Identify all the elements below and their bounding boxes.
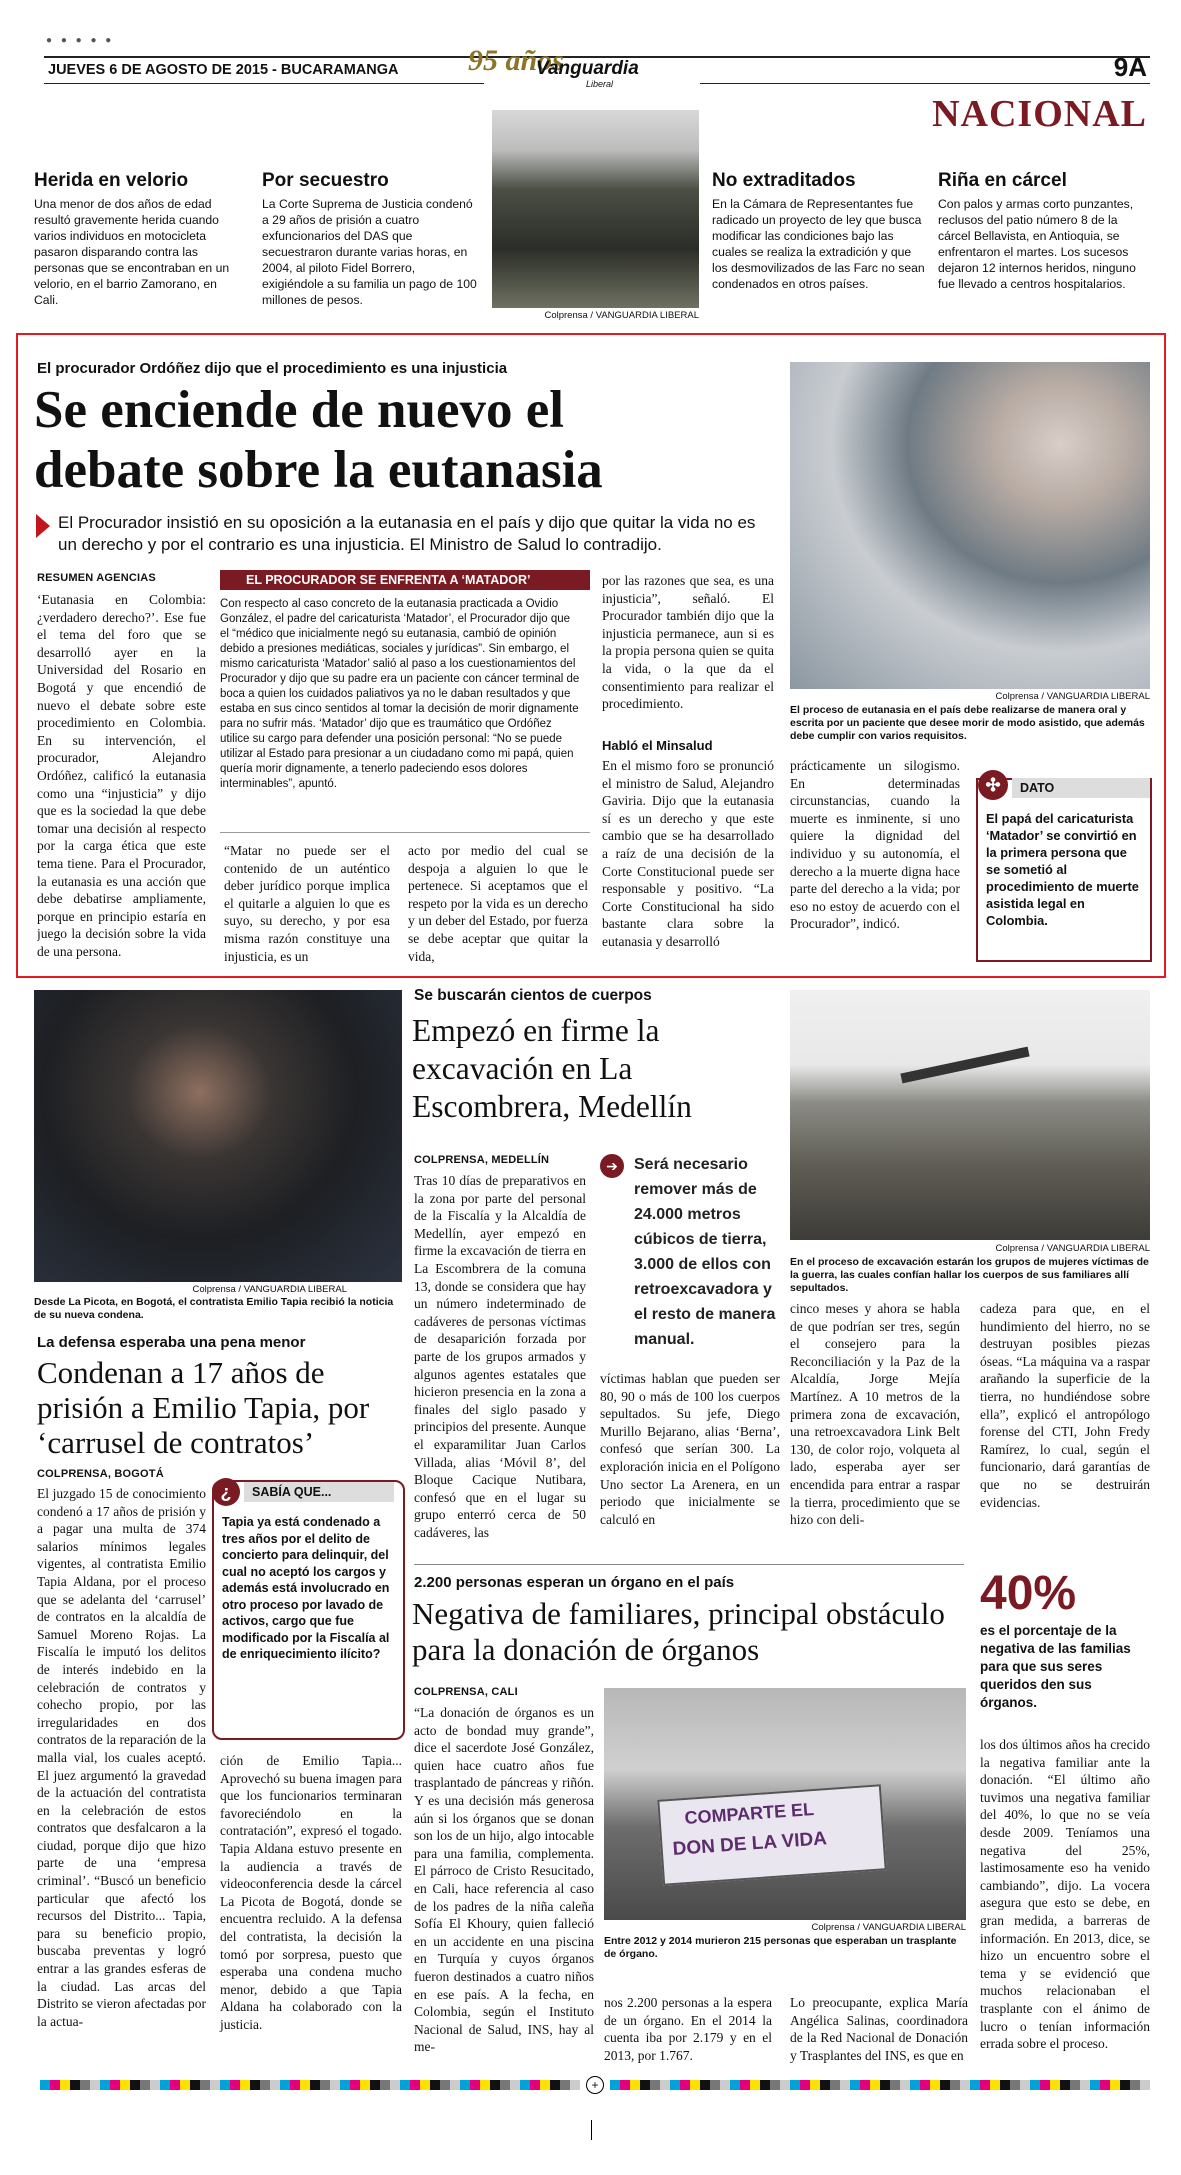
brief-text: En la Cámara de Representantes fue radicado un proyecto de ley que busca modificar las condiciones bajo las cuales se realiza la extradición y que los desmovilizados de las Farc no sean condenados en otros países. (712, 197, 925, 291)
brief-title: Herida en velorio (34, 170, 189, 191)
organos-headline: Negativa de familiares, principal obstáculo para la donación de órganos (412, 1596, 945, 1667)
page-number: 9A (1113, 52, 1147, 82)
sabia-label: SABÍA QUE... (244, 1482, 394, 1502)
escombrera-headline: Empezó en firme la excavación en La Escombrera, Medellín (412, 1013, 692, 1124)
tapia-photo-credit: Colprensa / VANGUARDIA LIBERAL (192, 1284, 347, 1295)
euthanasia-photo-caption: El proceso de eutanasia en el país debe realizarse de manera oral y escrita por un paciente que desee morir de modo asistido, que además debe cumplir con varios requisitos. (790, 704, 1145, 742)
tapia-kicker: La defensa esperaba una pena menor (37, 1334, 306, 1351)
dato-label: DATO (1012, 778, 1150, 798)
escombrera-col2b: víctimas hablan que pueden ser 80, 90 o más de 100 los cuerpos sepultados. Su jefe, Diego Murillo Bejarano, alias ‘Berna’, confesó que serían 300. La exploración inicia en el Polígono Uno sector La Arenera, en un periodo que inicialmente se calculó en (600, 1371, 780, 1527)
header-rule (44, 83, 484, 84)
euthanasia-col3b: acto por medio del cual se despoja a alguien lo que le pertenece. Si aceptamos que el respeto por la vida es un derecho y un deber del Estado, por fuerza se debe aceptar que quitar la vida, (408, 843, 588, 964)
euthanasia-headline-1: Se enciende de nuevo el (34, 381, 564, 439)
euthanasia-headline-2: debate sobre la eutanasia (34, 441, 603, 499)
brief-title: Riña en cárcel (938, 170, 1067, 191)
stat-text: es el porcentaje de la negativa de las familias para que sus seres queridos den sus órganos. (980, 1623, 1131, 1710)
tapia-headline: Condenan a 17 años de prisión a Emilio Tapia, por ‘carrusel de contratos’ (37, 1355, 370, 1460)
escombrera-col3: cinco meses y ahora se habla de que podrían ser tres, según el consejero para la Reconciliación y la Paz de la Alcaldía, Jorge Mejía Martínez. A 10 metros de la primera zona de excavación, una retroexcavadora Link Belt 130, de color rojo, volqueta al lado, esperaba ayer ser encendida para entrar a raspar la tierra, procedimiento que se hizo con deli- (790, 1301, 960, 1528)
euthanasia-byline: RESUMEN AGENCIAS (37, 572, 156, 584)
brief-text: Con palos y armas corto punzantes, reclusos del patio número 8 de la cárcel Bellavista, en Antioquia, se enfrentaron el martes. Los sucesos dejaron 12 internos heridos, ninguno fue llevado a centros hospitalarios. (938, 197, 1136, 291)
organos-col1: “La donación de órganos es un acto de bondad muy grande”, dice el sacerdote José González, quien hace cuatro años fue trasplantado de páncreas y riñón. Y es una decisión más generosa aún si los órganos que se donan son los de un hijo, algo intocable para una familia, complementa. El párroco de Cristo Resucitado, en Cali, hace referencia al caso de los padres de la niña caleña Sofía El Khoury, quien falleció en un accidente en una piscina en Turquía y cuyos órganos fueron destinados a cuatro niños en ese país. A la fecha, en Colombia, según el Instituto Nacional de Salud, INS, hay al me- (414, 1705, 594, 2055)
organos-photo-credit: Colprensa / VANGUARDIA LIBERAL (811, 1922, 966, 1933)
escombrera-kicker: Se buscarán cientos de cuerpos (414, 987, 652, 1004)
escombrera-col1: Tras 10 días de preparativos en la zona por parte del personal de la Fiscalía y la Alcaldía de Medellín, ayer empezó en firme la excavación de tierra en La Escombrera de la comuna 13, donde se considera que hay un número indeterminado de cadáveres de personas víctimas de desaparición forzada por parte de los grupos armados y algunos agentes estatales que hicieron presencia en la zona a finales del siglo pasado y principios del presente. Aunque el exparamilitar Juan Carlos Villada, alias ‘Móvil 8’, del Bloque Cacique Nutibara, confesó que en el lugar su grupo enterró cerca de 50 cadáveres, las (414, 1173, 586, 1540)
euthanasia-col1: ‘Eutanasia en Colombia: ¿verdadero derecho?’. Ese fue el tema del foro que se desarrolló ayer en la Universidad del Rosario en Bogotá y que encendió de nuevo el debate sobre este procedimiento en Colombia. En su intervención, el procurador, Alejandro Ordóñez, calificó la eutanasia como una “injusticia” y dijo que es la sociedad la que debe tomar una decisión al respecto por la carga ética que este tema tiene. Para el Procurador, la eutanasia es una acción que debe debatirse ampliamente, porque en principio estaría en juego la decisión sobre la vida de una persona. (37, 592, 206, 959)
trim-mark (591, 2120, 592, 2140)
logo-years: 95 años (468, 44, 564, 77)
brief-title: Por secuestro (262, 170, 389, 191)
color-registration-bar (40, 2080, 580, 2090)
registration-mark-icon: + (586, 2076, 604, 2094)
tapia-photo-caption: Desde La Picota, en Bogotá, el contratista Emilio Tapia recibió la noticia de su nueva condena. (34, 1296, 394, 1321)
section-title: NACIONAL (932, 93, 1147, 135)
organos-col4: los dos últimos años ha crecido la negativa familiar ante la donación. “El último año tuvimos una negativa familiar del 40%, lo que no se veía desde 2009. Teníamos una negativa del 25%, lastimosamente eso ha venido cambiando”, dijo. La vocera asegura que esto se debe, en gran medida, a barreras de información. En 2013, dice, se hizo un encuentro sobre el tema y se evidenció que muchos relacionaban el trasplante con el ánimo de lucro o tenían información errada sobre el proceso. (980, 1737, 1150, 2052)
tapia-photo (34, 990, 402, 1282)
sabia-text: Tapia ya está condenado a tres años por el delito de concierto para delinquir, del cual no aceptó los cargos y además está involucrado en otro proceso por lavado de activos, cargo que fue modificado por la Fiscalía al de enriquecimiento ilícito? (222, 1515, 390, 1661)
escombrera-photo-caption: En el proceso de excavación estarán los grupos de mujeres víctimas de la guerra, las cuales confían hallar los cuerpos de sus familiares allí sepultados. (790, 1256, 1149, 1294)
color-registration-bar-right (610, 2080, 1150, 2090)
brief-photo (492, 110, 699, 308)
brief-title: No extraditados (712, 170, 856, 191)
euthanasia-kicker: El procurador Ordóñez dijo que el procedimiento es una injusticia (37, 360, 508, 377)
organos-col3b: Lo preocupante, explica María Angélica Salinas, coordinadora de la Red Nacional de Donación y Trasplantes del INS, es que en (790, 1995, 968, 2063)
brief-2 (262, 170, 480, 308)
stat-value: 40% (980, 1567, 1077, 1620)
organos-byline: COLPRENSA, CALI (414, 1686, 518, 1698)
escombrera-byline: COLPRENSA, MEDELLÍN (414, 1154, 550, 1166)
euthanasia-col2b: “Matar no puede ser el contenido de un auténtico deber jurídico porque implica el quitarle a alguien lo que es suyo, su derecho, y por esa misma razón constituye una injusticia, es un (224, 843, 390, 964)
header-rule-right (700, 83, 1150, 84)
tapia-col1: El juzgado 15 de conocimiento condenó a 17 años de prisión y a pagar una multa de 374 salarios mínimos legales vigentes, al contratista Emilio Tapia Aldana, por el proceso que se adelanta del ‘carrusel’ de contratos en la alcaldía de Samuel Moreno Rojas. La Fiscalía le imputó los delitos de interés indebido en la celebración de contratos y cohecho propio, por las irregularidades en dos contratos de la reparación de la malla vial, los cuales aceptó. El juez argumentó la gravedad de la actuación del contratista en la celebración de estos contratos que desfalcaron a la ciudad, porque dijo que hizo parte de una ‘empresa criminal’. “Buscó un beneficio particular que afectó los recursos del Distrito... Tapia, para su beneficio propio, buscaba preventas y logró entrar a las grandes esferas de la ciudad. Las arcas del Distrito se vieron afectadas por la actua- (37, 1486, 206, 2029)
escombrera-photo (790, 990, 1150, 1240)
tapia-byline: COLPRENSA, BOGOTÁ (37, 1468, 164, 1480)
logo (468, 44, 648, 92)
escombrera-col4: cadeza para que, en el hundimiento del hierro, no se destruyan posibles piezas óseas. “La máquina va a raspar arañando la superficie de la tierra, no hundiéndose sobre ella”, explicó el antropólogo forense del CTI, John Fredy Ramírez, lo cual, según el funcionario, dará garantías de que no se destruirán evidencias. (980, 1301, 1150, 1510)
dato-icon: ✣ (978, 770, 1008, 800)
logo-name: Vanguardia (536, 58, 639, 79)
euthanasia-col4: por las razones que sea, es una injusticia”, señaló. El Procurador también dijo que la injusticia permanece, aun si es la propia persona quien se quita la vida, o la que da el consentimiento para realizar el procedimiento. (602, 573, 774, 712)
matador-box-title: EL PROCURADOR SE ENFRENTA A ‘MATADOR’ (220, 570, 590, 590)
dato-text: El papá del caricaturista ‘Matador’ se convirtió en la primera persona que se sometió al procedimiento de muerte asistida legal en Colombia. (986, 811, 1139, 928)
donation-banner (657, 1784, 886, 1885)
highlight-arrow-icon: ➔ (600, 1154, 624, 1178)
matador-box-text: Con respecto al caso concreto de la eutanasia practicada a Ovidio González, el padre del caricaturista ‘Matador’, el Procurador dijo que el “médico que inicialmente negó su eutanasia, cambió de opinión debido a presiones mediáticas, sociales y jurídicas”. Sin embargo, el mismo caricaturista ‘Matador’ salió al paso a los cuestionamientos del Procurador y dijo que su padre era un paciente con cáncer terminal de boca a quien los cuidados paliativos ya no le daban resultados y que estaba en sus cinco sentidos al tomar la decisión de morir dignamente para no sufrir más. ‘Matador’ dijo que es traumático que Ordóñez utilice su cargo para defender una posición personal: “No se puede utilizar al Estado para presionar a un ciudadano como mi papá, quien quería morir dignamente, a tenerlo padeciendo esos dolores interminables”, apuntó. (220, 598, 580, 790)
registration-dots: ● ● ● ● ● (46, 35, 115, 46)
brief-3 (712, 170, 930, 292)
banner-line-1: COMPARTE EL (683, 1799, 815, 1829)
euthanasia-photo (790, 362, 1150, 689)
brief-text: La Corte Suprema de Justicia condenó a 29 años de prisión a cuatro exfuncionarios del DAS que secuestraron durante varias horas, en 2004, al piloto Fidel Borrero, exigiéndole a su familia un pago de 100 millones de pesos. (262, 197, 477, 307)
brief-text: Una menor de dos años de edad resultó gravemente herida cuando varios individuos en motocicleta pasaron disparando contra las personas que se encontraban en un velorio, en el barrio Zamorano, en Cali. (34, 197, 230, 307)
brief-photo-credit: Colprensa / VANGUARDIA LIBERAL (544, 310, 699, 321)
lead-arrow-icon (36, 514, 50, 538)
euthanasia-col4b: En el mismo foro se pronunció el ministro de Salud, Alejandro Gaviria. Dijo que la eutanasia sí es un derecho y que este cambio que se ha desarrollado a raíz de una decisión de la Corte Constitucional puede ser responsable y positivo. “La Corte Constitucional ha sido bastante clara sobre la eutanasia y desarrolló (602, 758, 774, 949)
brief-4 (938, 170, 1150, 292)
tapia-col2: ción de Emilio Tapia... Aprovechó su buena imagen para que los funcionarios terminaran favoreciéndolo en la contratación”, expresó el togado. Tapia Aldana estuvo presente en la audiencia a través de videoconferencia desde la cárcel La Picota de Bogotá, donde se encuentra recluido. A la defensa del contratista, la decisión la tomó por sorpresa, puesto que esperaba una condena mucho menor, debido a que Tapia Aldana ha colaborado con la justicia. (220, 1753, 402, 2032)
sabia-icon: ¿ (212, 1478, 240, 1506)
matador-box-rule (220, 832, 590, 833)
organos-col2b: nos 2.200 personas a la espera de un órgano. En el 2014 la cuenta iba por 2.179 y en el 2013, por 1.767. (604, 1995, 772, 2063)
euthanasia-photo-credit: Colprensa / VANGUARDIA LIBERAL (995, 691, 1150, 702)
organos-rule (414, 1564, 964, 1565)
escombrera-highlight: Será necesario remover más de 24.000 metros cúbicos de tierra, 3.000 de ellos con retroexcavadora y el resto de manera manual. (634, 1156, 776, 1348)
banner-line-2: DON DE LA VIDA (672, 1828, 828, 1860)
euthanasia-col5: prácticamente un silogismo. En determinadas circunstancias, cuando la muerte es inminente, si uno quiere la dignidad del individuo y su autonomía, el derecho a la muerte digna hace parte del derecho a la vida; por eso no estoy de acuerdo con el Procurador”, indicó. (790, 758, 960, 932)
organos-photo-caption: Entre 2012 y 2014 murieron 215 personas que esperaban un trasplante de órgano. (604, 1935, 957, 1960)
organos-kicker: 2.200 personas esperan un órgano en el país (414, 1574, 735, 1591)
minsalud-subhead: Habló el Minsalud (602, 738, 713, 753)
logo-sub: Liberal (586, 79, 614, 89)
escombrera-photo-credit: Colprensa / VANGUARDIA LIBERAL (995, 1243, 1150, 1254)
euthanasia-lead: El Procurador insistió en su oposición a la eutanasia en el país y dijo que quitar la vida no es un derecho y por el contrario es una injusticia. El Ministro de Salud lo contradijo. (58, 513, 756, 554)
brief-1 (34, 170, 241, 308)
header-date: JUEVES 6 DE AGOSTO DE 2015 - BUCARAMANGA (48, 62, 399, 78)
